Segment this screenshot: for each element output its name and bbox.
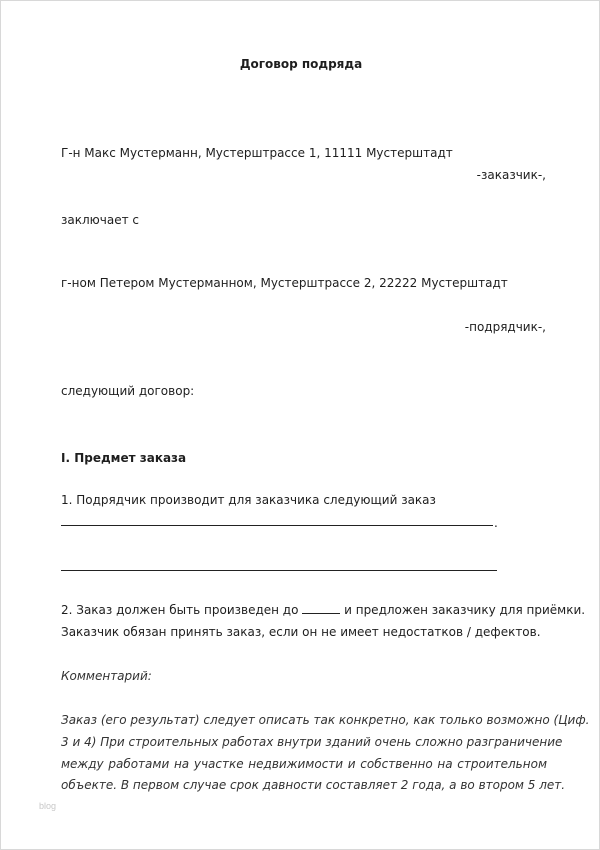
comment-line-2: 3 и 4) При строительных работах внутри зданий очень сложно разграничение — [61, 735, 563, 749]
comment-line-1: Заказ (его результат) следует описать так конкретно, как только возможно (Циф. — [61, 713, 590, 727]
contractor-line: г-ном Петером Мустерманном, Мустерштрассе 2, 22222 Мустерштадт — [61, 276, 508, 290]
item-2-part-2: и предложен заказчику для приёмки. — [344, 603, 586, 617]
concludes-text: заключает с — [61, 213, 139, 227]
item-1-blank-line — [61, 525, 493, 526]
comment-line-4: объекте. В первом случае срок давности составляет 2 года, а во втором 5 лет. — [61, 778, 566, 792]
item-2-part-1: 2. Заказ должен быть произведен до — [61, 603, 299, 617]
contractor-role: -подрядчик-, — [464, 320, 546, 334]
comment-label: Комментарий: — [61, 669, 152, 683]
item-2-line-1 — [61, 602, 585, 618]
section-heading: I. Предмет заказа — [61, 451, 187, 465]
item-2-line-2: Заказчик обязан принять заказ, если он не имеет недостатков / дефектов. — [61, 625, 541, 639]
comment-line-3: между работами на участке недвижимости и собственно на строительном — [61, 757, 547, 771]
item-1-period: . — [494, 516, 498, 530]
client-line: Г-н Макс Мустерманн, Мустерштрассе 1, 11111 Мустерштадт — [61, 146, 453, 160]
client-role: -заказчик-, — [476, 168, 546, 182]
document-title: Договор подряда — [239, 57, 363, 71]
item-1-text: 1. Подрядчик производит для заказчика следующий заказ — [61, 493, 436, 507]
following-text: следующий договор: — [61, 384, 195, 398]
watermark: blog — [39, 801, 57, 811]
item-2-date-blank — [302, 603, 340, 614]
item-1-blank-line-2 — [61, 570, 497, 571]
